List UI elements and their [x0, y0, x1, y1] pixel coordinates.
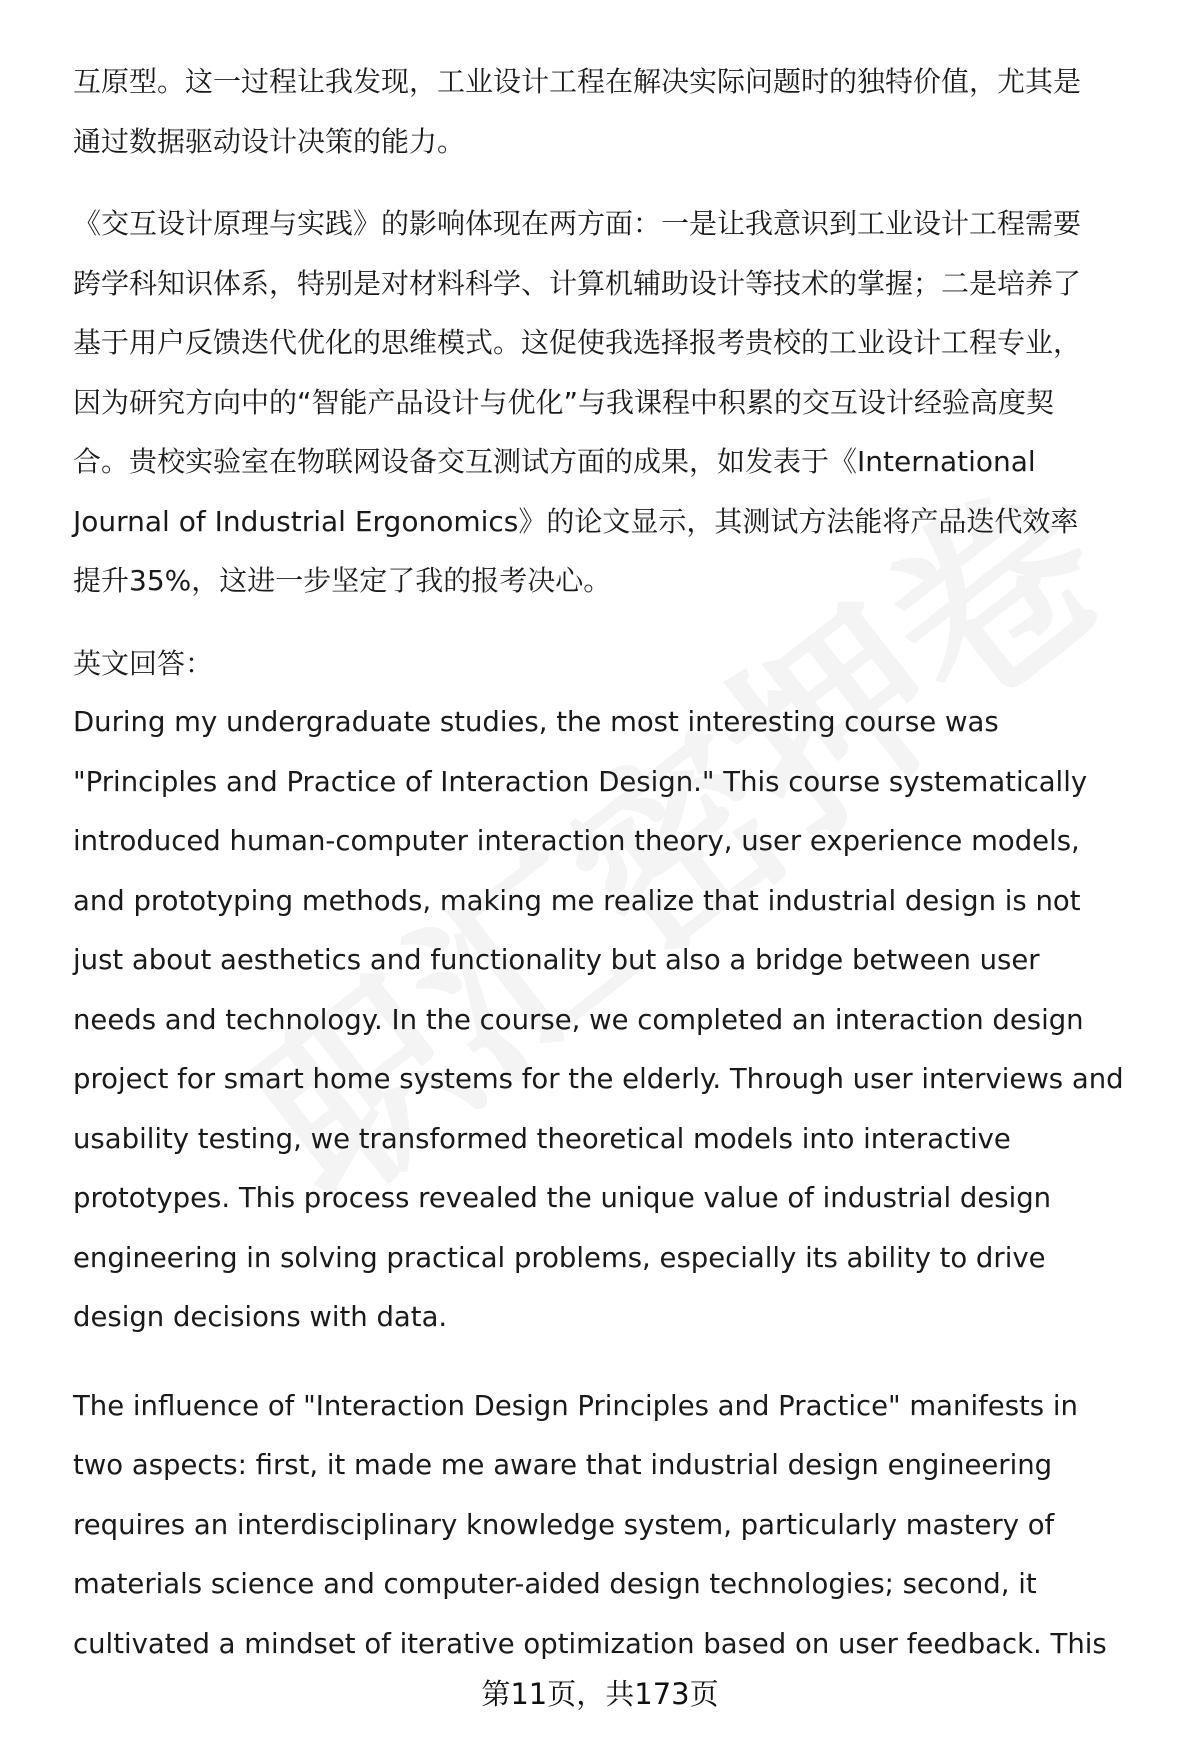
text-line: just about aesthetics and functionality but also a bridge between user	[73, 944, 1040, 976]
text-line: 因为研究方向中的“智能产品设计与优化”与我课程中积累的交互设计经验高度契	[73, 385, 1055, 419]
page-number-footer: 第11页，共173页	[481, 1677, 719, 1711]
text-line: two aspects: first, it made me aware that industrial design engineering	[73, 1449, 1053, 1481]
text-line: 跨学科知识体系，特别是对材料科学、计算机辅助设计等技术的掌握；二是培养了	[73, 266, 1082, 300]
text-line: 《交互设计原理与实践》的影响体现在两方面：一是让我意识到工业设计工程需要	[73, 207, 1082, 240]
text-line: 合。贵校实验室在物联网设备交互测试方面的成果，如发表于《International	[73, 445, 1036, 478]
text-line: requires an interdisciplinary knowledge system, particularly mastery of	[73, 1508, 1055, 1541]
document-page	[73, 52, 1158, 1674]
text-line: cultivated a mindset of iterative optimization based on user feedback. This	[73, 1627, 1107, 1660]
text-line: and prototyping methods, making me realize that industrial design is not	[73, 884, 1081, 917]
en-paragraph-1	[73, 693, 1158, 1348]
en-paragraph-2	[73, 1377, 1158, 1675]
cn-paragraph-2	[73, 194, 1158, 611]
text-line: 提升35%，这进一步坚定了我的报考决心。	[73, 564, 612, 597]
text-line: "Principles and Practice of Interaction Design." This course systematically	[73, 765, 1088, 798]
cn-paragraph-1	[73, 52, 1158, 171]
text-line: needs and technology. In the course, we completed an interaction design	[73, 1003, 1084, 1036]
text-line: usability testing, we transformed theoretical models into interactive	[73, 1122, 1011, 1155]
text-line: 通过数据驱动设计决策的能力。	[73, 124, 466, 158]
text-line: The influence of "Interaction Design Principles and Practice" manifests in	[73, 1389, 1078, 1422]
text-line: Journal of Industrial Ergonomics》的论文显示，其测试方法能将产品迭代效率	[73, 504, 1079, 538]
text-line: engineering in solving practical problems, especially its ability to drive	[73, 1241, 1046, 1274]
text-line: project for smart home systems for the elderly. Through user interviews and	[73, 1063, 1124, 1095]
text-line: During my undergraduate studies, the most interesting course was	[73, 706, 999, 738]
text-line: prototypes. This process revealed the unique value of industrial design	[73, 1182, 1052, 1214]
text-line: introduced human-computer interaction theory, user experience models,	[73, 825, 1080, 857]
english-answer-label: 英文回答：	[73, 646, 214, 680]
text-line: 互原型。这一过程让我发现，工业设计工程在解决实际问题时的独特价值，尤其是	[73, 65, 1082, 98]
text-line: 基于用户反馈迭代优化的思维模式。这促使我选择报考贵校的工业设计工程专业，	[73, 326, 1082, 359]
text-line: materials science and computer-aided design technologies; second, it	[73, 1568, 1037, 1600]
text-line: design decisions with data.	[73, 1301, 448, 1333]
